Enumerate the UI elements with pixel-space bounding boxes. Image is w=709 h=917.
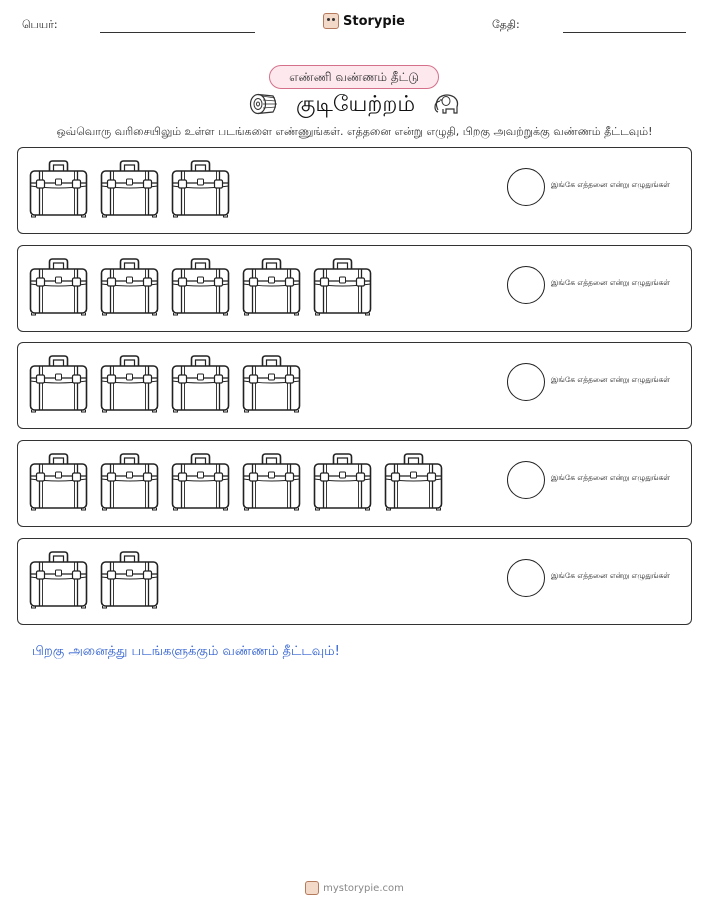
counting-row [17, 440, 692, 527]
suitcase-icon [170, 159, 231, 219]
answer-circle[interactable] [507, 461, 545, 499]
activity-badge: எண்ணி வண்ணம் தீட்டு [269, 65, 439, 89]
answer-hint: இங்கே எத்தனை என்று எழுதுங்கள் [551, 571, 671, 580]
suitcase-icon [241, 354, 302, 414]
title-row [0, 92, 709, 120]
storypie-logo-icon [305, 881, 319, 895]
suitcase-icon [170, 257, 231, 317]
suitcase-icon [99, 257, 160, 317]
answer-hint: இங்கே எத்தனை என்று எழுதுங்கள் [551, 278, 671, 287]
counting-row [17, 245, 692, 332]
suitcase-icon [99, 354, 160, 414]
answer-circle[interactable] [507, 363, 545, 401]
counting-row [17, 342, 692, 429]
counting-row [17, 147, 692, 234]
suitcase-icon [28, 452, 89, 512]
suitcase-icon [241, 452, 302, 512]
elephant-icon [432, 92, 460, 120]
answer-circle[interactable] [507, 168, 545, 206]
brand-logo [323, 13, 405, 29]
storypie-logo-icon [323, 13, 339, 29]
suitcase-icon [312, 257, 373, 317]
date-label: தேதி: [492, 18, 520, 31]
answer-hint: இங்கே எத்தனை என்று எழுதுங்கள் [551, 180, 671, 189]
page-title: குடியேற்றம் [295, 92, 416, 117]
suitcase-icon [99, 452, 160, 512]
suitcase-icon [170, 354, 231, 414]
suitcase-icon [28, 159, 89, 219]
suitcase-icon [383, 452, 444, 512]
suitcase-icon [99, 550, 160, 610]
date-field[interactable] [563, 32, 686, 33]
answer-circle[interactable] [507, 559, 545, 597]
suitcase-icon [28, 550, 89, 610]
footer-url[interactable]: mystorypie.com [323, 883, 404, 894]
item-group [28, 354, 302, 414]
suitcase-icon [28, 354, 89, 414]
instruction-text: ஒவ்வொரு வரிசையிலும் உள்ள படங்களை எண்ணுங்கள். எத்தனை என்று எழுதி, பிறகு அவற்றுக்கு வண்ணம் தீட்டவும்! [56, 125, 653, 138]
suitcase-icon [241, 257, 302, 317]
name-field[interactable] [100, 32, 255, 33]
suitcase-icon [312, 452, 373, 512]
item-group [28, 257, 373, 317]
answer-hint: இங்கே எத்தனை என்று எழுதுங்கள் [551, 473, 671, 482]
item-group [28, 452, 444, 512]
footer [0, 881, 709, 895]
closing-instruction: பிறகு அனைத்து படங்களுக்கும் வண்ணம் தீட்டவும்! [32, 644, 340, 659]
suitcase-icon [99, 159, 160, 219]
counting-row [17, 538, 692, 625]
item-group [28, 159, 231, 219]
answer-hint: இங்கே எத்தனை என்று எழுதுங்கள் [551, 375, 671, 384]
name-label: பெயர்: [22, 18, 58, 31]
suitcase-icon [28, 257, 89, 317]
brand-name: Storypie [343, 13, 405, 29]
suitcase-icon [170, 452, 231, 512]
answer-circle[interactable] [507, 266, 545, 304]
rolled-mat-icon [249, 93, 279, 119]
item-group [28, 550, 160, 610]
